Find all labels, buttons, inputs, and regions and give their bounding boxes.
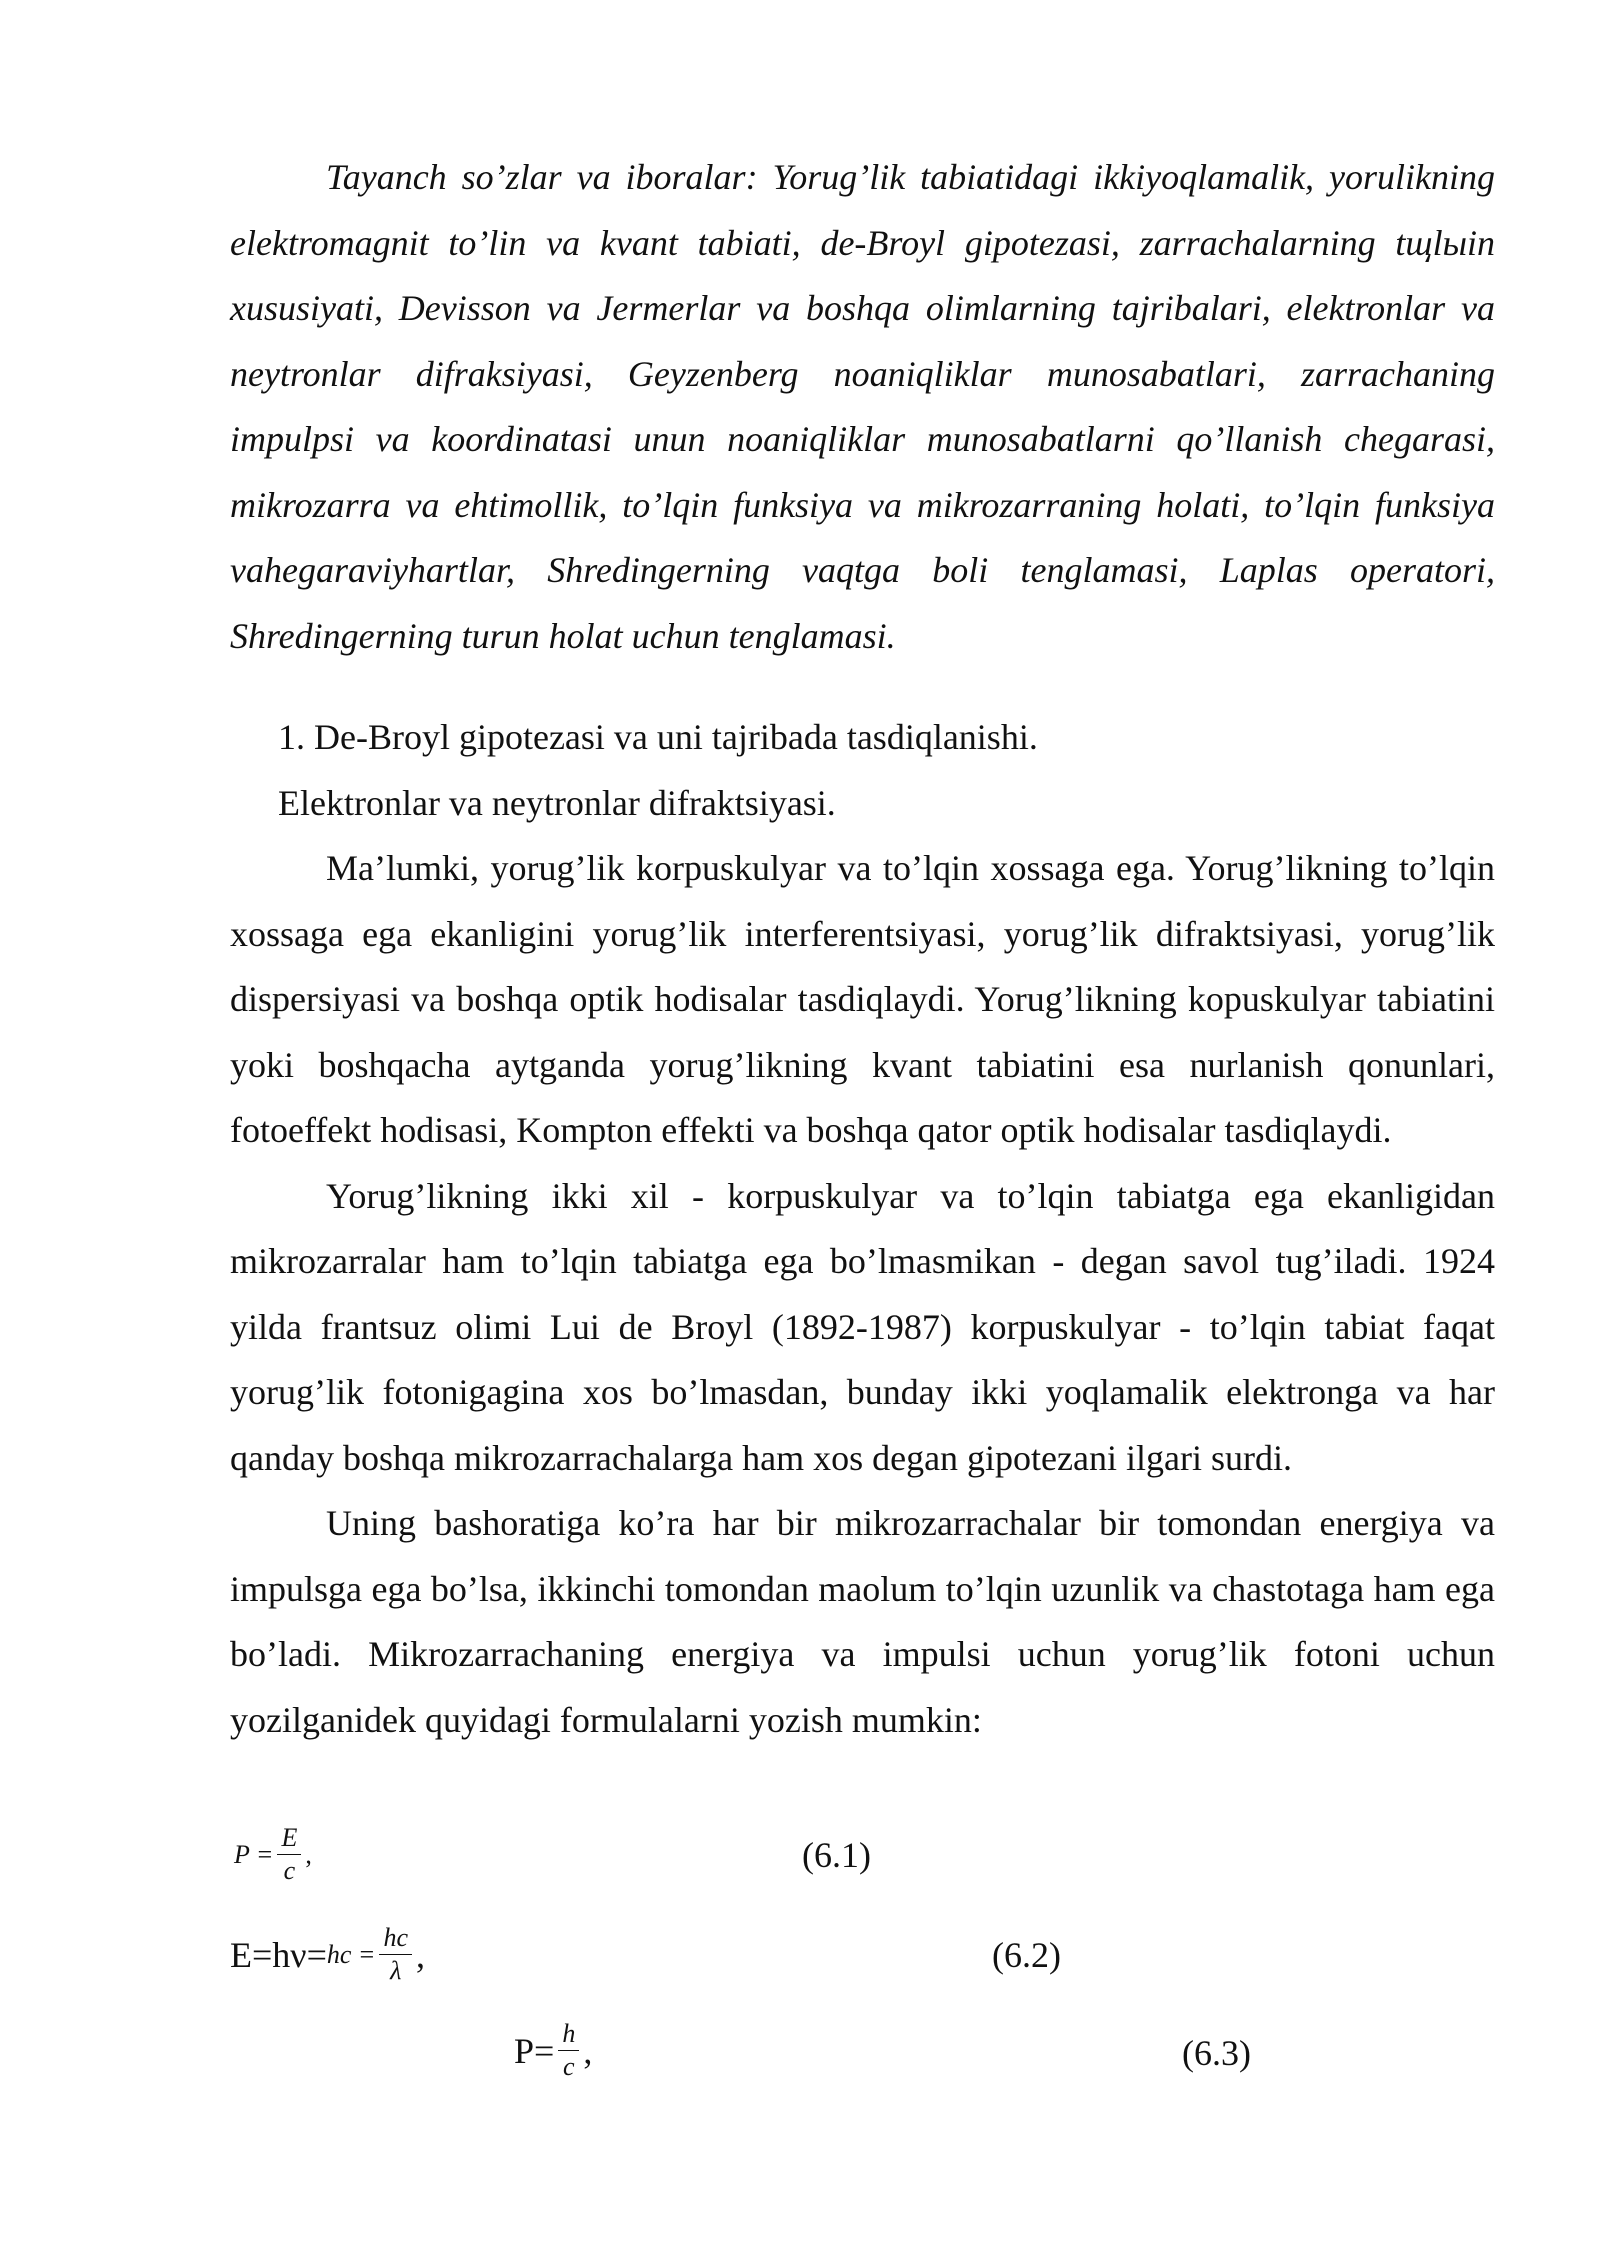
paragraph-1: Ma’lumki, yorug’lik korpuskulyar va to’lqin xossaga ega. Yorug’likning to’lqin xossaga ega ekanligini yorug’lik interferentsiyasi, yorug’lik difraktsiyasi, yorug’lik dispersiyasi va boshqa optik hodisalar tasdiqlaydi. Yorug’likning kopuskulyar tabiatini yoki boshqacha aytganda yorug’likning kvant tabiatini esa nurlanish qonunlari, fotoeffekt hodisasi, Kompton effekti va boshqa qator optik hodisalar tasdiqlaydi. <box>230 848 1495 1150</box>
formula-6-1-denominator: c <box>283 1856 296 1885</box>
formula-6-3-numerator: h <box>558 2018 579 2051</box>
formula-6-1 <box>234 1822 312 1887</box>
section-subheading: Elektronlar va neytronlar difraktsiyasi. <box>278 782 836 823</box>
formula-6-1-lhs: P = <box>234 1839 274 1869</box>
formula-block <box>230 1822 1495 2142</box>
formula-6-1-fraction <box>277 1822 301 1887</box>
formula-6-2-lhs: E=hν= <box>230 1934 327 1975</box>
text-body <box>230 145 1495 1753</box>
formula-6-2 <box>230 1922 425 1987</box>
equation-number-6-2: (6.2) <box>992 1935 1061 1975</box>
formula-6-3 <box>514 2018 592 2083</box>
equation-number-6-3: (6.3) <box>1182 2033 1251 2073</box>
formula-6-1-comma: , <box>305 1839 312 1869</box>
formula-6-2-middle: hc = <box>326 1939 376 1969</box>
equation-number-6-1: (6.1) <box>802 1835 871 1875</box>
formula-6-3-comma: , <box>583 2030 593 2071</box>
formula-6-2-fraction <box>379 1922 412 1987</box>
formula-6-1-numerator: E <box>277 1822 301 1855</box>
section-heading: 1. De-Broyl gipotezasi va uni tajribada tasdiqlanishi. <box>278 717 1038 757</box>
formula-6-2-denominator: λ <box>390 1956 402 1985</box>
formula-6-3-denominator: c <box>563 2052 575 2081</box>
formula-6-2-numerator: hc <box>379 1922 412 1955</box>
formula-6-3-lhs: P= <box>514 2030 555 2071</box>
formula-6-3-fraction <box>558 2018 579 2083</box>
paragraph-3: Uning bashoratiga ko’ra har bir mikrozarrachalar bir tomondan energiya va impulsga ega bo’lsa, ikkinchi tomondan maolum to’lqin uzunlik va chastotaga ham ega bo’ladi. Mikrozarrachaning energiya va impulsi uchun yorug’lik fotoni uchun yozilganidek quyidagi formulalarni yozish mumkin: <box>230 1503 1495 1740</box>
paragraph-2: Yorug’likning ikki xil - korpuskulyar va to’lqin tabiatga ega ekanligidan mikrozarralar ham to’lqin tabiatga ega bo’lmasmikan - degan savol tug’iladi. 1924 yilda frantsuz olimi Lui de Broyl (1892-1987) korpuskulyar - to’lqin tabiat faqat yorug’lik fotonigagina xos bo’lmasdan, bunday ikki yoqlamalik elektronga va har qanday boshqa mikrozarrachalarga ham xos degan gipotezani ilgari surdi. <box>230 1175 1495 1478</box>
formula-6-2-comma: , <box>416 1934 426 1975</box>
keywords-paragraph: Tayanch so’zlar va iboralar: Yorug’lik tabiatidagi ikkiyoqlamalik, yorulikning elektromagnit to’lin va kvant tabiati, de-Broyl gipotezasi, zarrachalarning tщlыin xususiyati, Devisson va Jermerlar va boshqa olimlarning tajribalari, elektronlar va neytronlar difraksiyasi, Geyzenberg noaniqliklar munosabatlari, zarrachaning impulpsi va koordinatasi unun noaniqliklar munosabatlarni qo’llanish chegarasi, mikrozarra va ehtimollik, to’lqin funksiya va mikrozarraning holati, to’lqin funksiya vahegaraviyhartlar, Shredingerning vaqtga boli tenglamasi, Laplas operatori, Shredingerning turun holat uchun tenglamasi. <box>230 157 1495 656</box>
